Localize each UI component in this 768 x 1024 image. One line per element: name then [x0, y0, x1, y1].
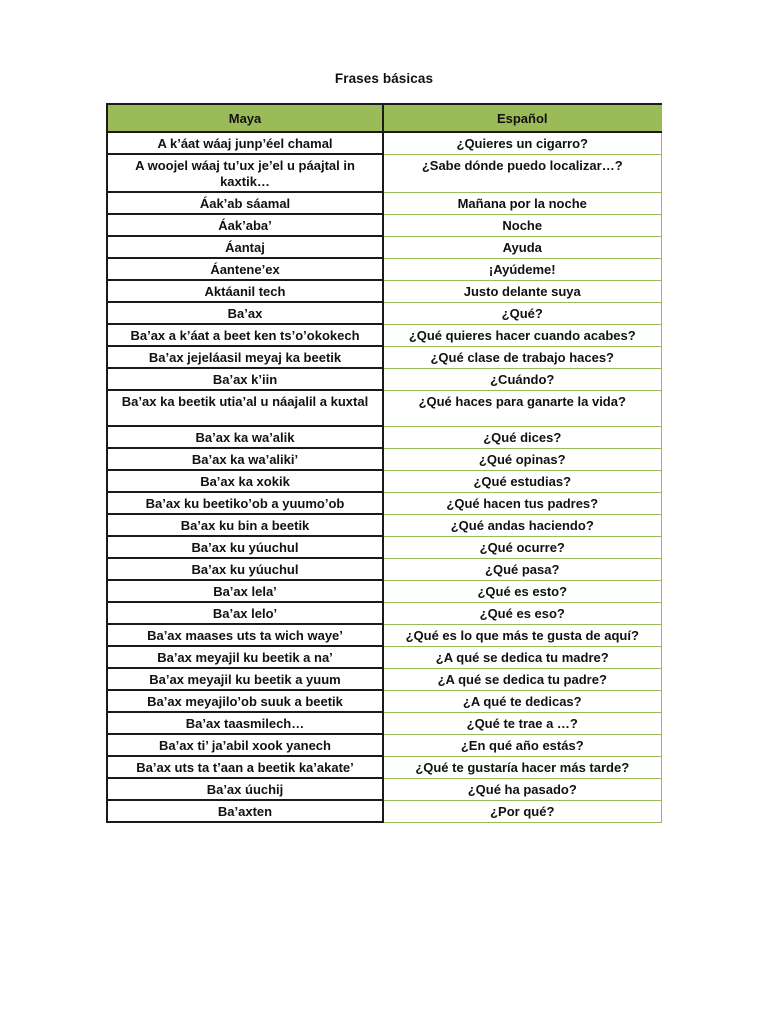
- spanish-translation: ¿A qué se dedica tu padre?: [383, 668, 661, 690]
- spanish-translation: ¿Qué clase de trabajo haces?: [383, 346, 661, 368]
- spanish-translation: ¿Sabe dónde puedo localizar…?: [383, 154, 661, 192]
- maya-phrase: Ba’ax ku yúuchul: [107, 536, 383, 558]
- maya-phrase: Ba’ax meyajil ku beetik a na’: [107, 646, 383, 668]
- table-row: [107, 646, 661, 668]
- table-row: [107, 302, 661, 324]
- spanish-translation: ¿Qué hacen tus padres?: [383, 492, 661, 514]
- table-row: [107, 346, 661, 368]
- table-row: [107, 712, 661, 734]
- maya-phrase: Áak’ab sáamal: [107, 192, 383, 214]
- column-header-maya: Maya: [107, 104, 383, 132]
- table-row: [107, 624, 661, 646]
- maya-phrase: Ba’ax uts ta t’aan a beetik ka’akate’: [107, 756, 383, 778]
- maya-phrase: A woojel wáaj tu’ux je’el u páajtal in kaxtik…: [107, 154, 383, 192]
- maya-phrase: Ba’ax: [107, 302, 383, 324]
- table-row: [107, 390, 661, 426]
- spanish-translation: ¿Qué ocurre?: [383, 536, 661, 558]
- spanish-translation: Noche: [383, 214, 661, 236]
- spanish-translation: ¿Quieres un cigarro?: [383, 132, 661, 154]
- table-row: [107, 258, 661, 280]
- spanish-translation: ¿Qué ha pasado?: [383, 778, 661, 800]
- column-header-espanol: Español: [383, 104, 661, 132]
- table-row: [107, 368, 661, 390]
- spanish-translation: ¿En qué año estás?: [383, 734, 661, 756]
- spanish-translation: ¿Por qué?: [383, 800, 661, 822]
- phrase-table: [106, 103, 662, 823]
- maya-phrase: Áak’aba’: [107, 214, 383, 236]
- maya-phrase: Ba’ax lelo’: [107, 602, 383, 624]
- spanish-translation: ¡Ayúdeme!: [383, 258, 661, 280]
- table-row: [107, 192, 661, 214]
- spanish-translation: ¿Qué te gustaría hacer más tarde?: [383, 756, 661, 778]
- maya-phrase: Aktáanil tech: [107, 280, 383, 302]
- table-row: [107, 514, 661, 536]
- spanish-translation: ¿Qué andas haciendo?: [383, 514, 661, 536]
- table-row: [107, 756, 661, 778]
- spanish-translation: ¿Qué estudias?: [383, 470, 661, 492]
- spanish-translation: Ayuda: [383, 236, 661, 258]
- maya-phrase: Ba’ax jejeláasil meyaj ka beetik: [107, 346, 383, 368]
- maya-phrase: Ba’ax ka wa’aliki’: [107, 448, 383, 470]
- table-row: [107, 132, 661, 154]
- table-row: [107, 580, 661, 602]
- maya-phrase: Ba’ax maases uts ta wich waye’: [107, 624, 383, 646]
- spanish-translation: Mañana por la noche: [383, 192, 661, 214]
- table-row: [107, 470, 661, 492]
- spanish-translation: ¿Qué es lo que más te gusta de aquí?: [383, 624, 661, 646]
- table-row: [107, 536, 661, 558]
- table-row: [107, 426, 661, 448]
- spanish-translation: ¿Qué opinas?: [383, 448, 661, 470]
- maya-phrase: Ba’ax ku beetiko’ob a yuumo’ob: [107, 492, 383, 514]
- spanish-translation: ¿Qué es eso?: [383, 602, 661, 624]
- table-row: [107, 668, 661, 690]
- spanish-translation: ¿Qué pasa?: [383, 558, 661, 580]
- maya-phrase: Ba’ax ku yúuchul: [107, 558, 383, 580]
- spanish-translation: ¿Qué te trae a …?: [383, 712, 661, 734]
- table-row: [107, 236, 661, 258]
- maya-phrase: Ba’ax úuchij: [107, 778, 383, 800]
- table-row: [107, 602, 661, 624]
- maya-phrase: Ba’ax taasmilech…: [107, 712, 383, 734]
- maya-phrase: Ba’ax ka xokik: [107, 470, 383, 492]
- table-row: [107, 690, 661, 712]
- spanish-translation: ¿Qué haces para ganarte la vida?: [383, 390, 661, 426]
- maya-phrase: Ba’ax meyajilo’ob suuk a beetik: [107, 690, 383, 712]
- maya-phrase: Ba’ax k’iin: [107, 368, 383, 390]
- table-row: [107, 492, 661, 514]
- maya-phrase: Áantene’ex: [107, 258, 383, 280]
- table-row: [107, 448, 661, 470]
- table-row: [107, 734, 661, 756]
- spanish-translation: ¿Qué?: [383, 302, 661, 324]
- maya-phrase: Ba’ax ku bin a beetik: [107, 514, 383, 536]
- table-row: [107, 324, 661, 346]
- table-row: [107, 778, 661, 800]
- spanish-translation: ¿A qué se dedica tu madre?: [383, 646, 661, 668]
- spanish-translation: ¿Qué es esto?: [383, 580, 661, 602]
- spanish-translation: ¿A qué te dedicas?: [383, 690, 661, 712]
- maya-phrase: A k’áat wáaj junp’éel chamal: [107, 132, 383, 154]
- maya-phrase: Ba’axten: [107, 800, 383, 822]
- maya-phrase: Ba’ax ti’ ja’abil xook yanech: [107, 734, 383, 756]
- spanish-translation: ¿Qué dices?: [383, 426, 661, 448]
- table-row: [107, 558, 661, 580]
- maya-phrase: Ba’ax meyajil ku beetik a yuum: [107, 668, 383, 690]
- table-row: [107, 214, 661, 236]
- maya-phrase: Ba’ax lela’: [107, 580, 383, 602]
- maya-phrase: Ba’ax ka beetik utia’al u náajalil a kuxtal: [107, 390, 383, 426]
- table-row: [107, 800, 661, 822]
- table-row: [107, 280, 661, 302]
- table-header-row: [107, 104, 661, 132]
- spanish-translation: ¿Cuándo?: [383, 368, 661, 390]
- maya-phrase: Áantaj: [107, 236, 383, 258]
- maya-phrase: Ba’ax a k’áat a beet ken ts’o’okokech: [107, 324, 383, 346]
- table-row: [107, 154, 661, 192]
- maya-phrase: Ba’ax ka wa’alik: [107, 426, 383, 448]
- spanish-translation: Justo delante suya: [383, 280, 661, 302]
- page-title: Frases básicas: [334, 71, 434, 86]
- spanish-translation: ¿Qué quieres hacer cuando acabes?: [383, 324, 661, 346]
